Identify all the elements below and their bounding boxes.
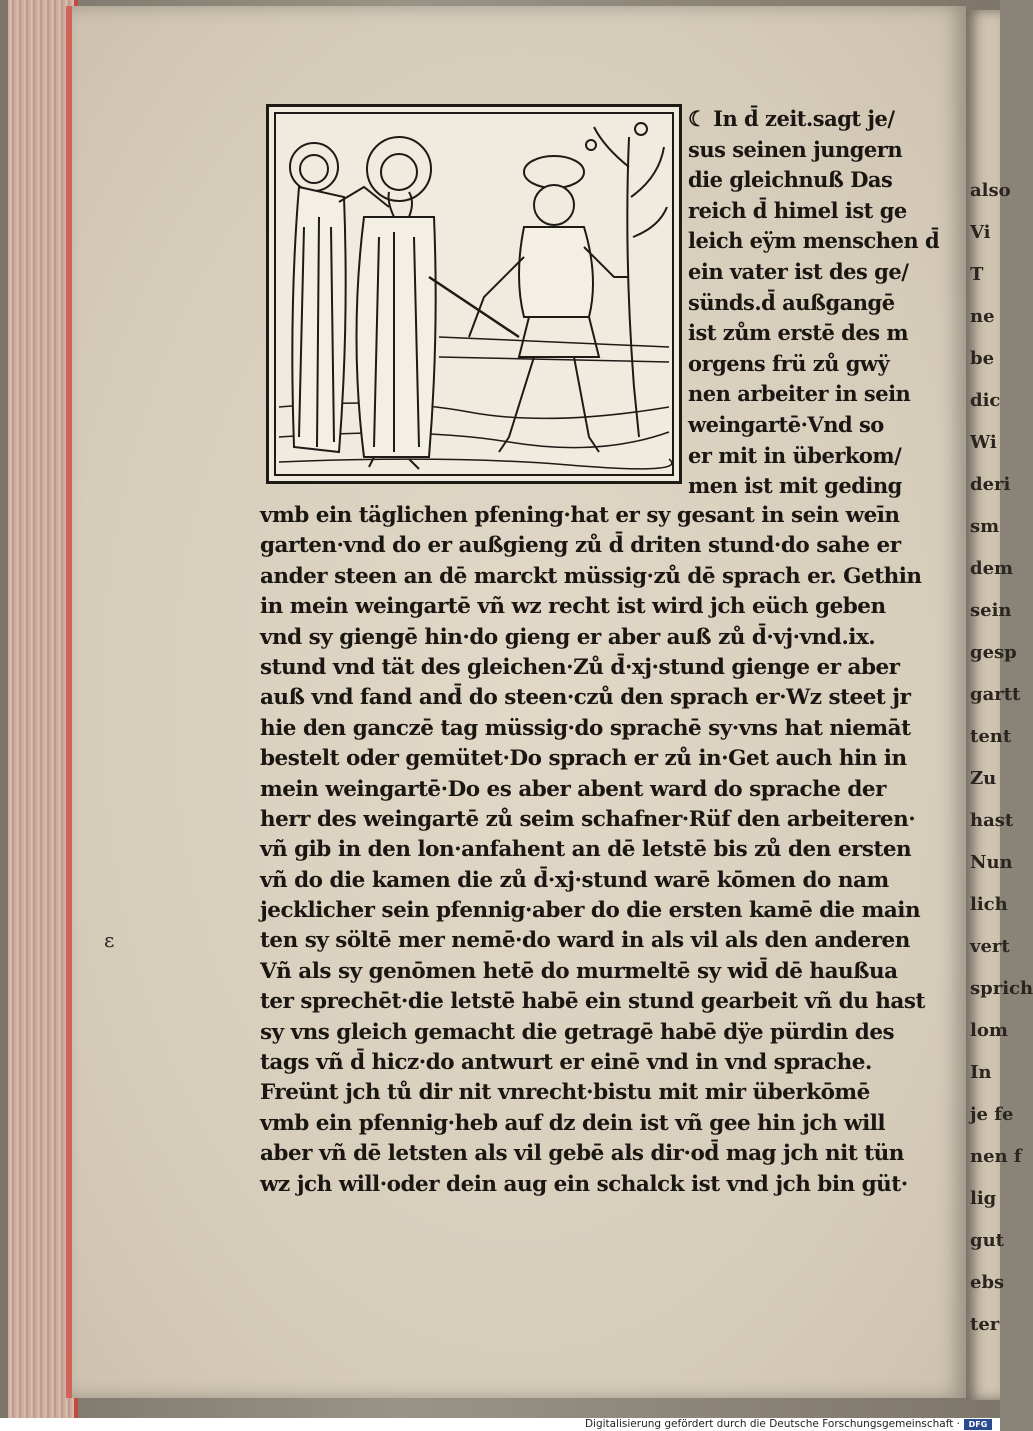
next-page-text-fragment: ter bbox=[970, 1314, 1000, 1335]
text-line: men ist mit geding bbox=[688, 473, 902, 499]
margin-ink-blot: ɛ bbox=[104, 928, 115, 952]
christ-figure bbox=[357, 137, 520, 469]
dfg-logo: DFG bbox=[964, 1419, 992, 1430]
footer-credit: Digitalisierung gefördert durch die Deutsche Forschungsgemeinschaft · bbox=[584, 1418, 960, 1430]
next-page-text-fragment: lig bbox=[970, 1188, 997, 1209]
text-line: Vñ als sy genōmen hetē do murmeltē sy wid̄ dē haußua bbox=[260, 958, 898, 984]
text-line: in mein weingartē vñ wz recht ist wird jch eüch geben bbox=[260, 594, 886, 620]
next-page-text-fragment: also bbox=[970, 180, 1011, 201]
next-page-text-fragment: Nun bbox=[970, 852, 1013, 873]
text-line: tags vñ d̄ hicz·do antwurt er einē vnd in vnd sprache. bbox=[260, 1050, 872, 1076]
text-line: ten sy söltē mer nemē·do ward in als vil als den anderen bbox=[260, 928, 910, 954]
text-line: stund vnd tät des gleichen·Zů d̄·xj·stund gienge er aber bbox=[260, 654, 900, 680]
text-line: leich eÿm menschen d̄ bbox=[688, 228, 940, 254]
next-page-text-fragment: je fe bbox=[970, 1104, 1014, 1125]
text-line: er mit in überkom/ bbox=[688, 442, 902, 468]
text-line: vmb ein täglichen pfening·hat er sy gesant in sein weīn bbox=[260, 503, 900, 528]
text-line: sünds.d̄ außgangē bbox=[688, 289, 895, 315]
text-line: ter sprechēt·die letstē habē ein stund gearbeit vñ du hast bbox=[260, 989, 925, 1015]
laborer-figure bbox=[469, 156, 629, 452]
text-line: reich d̄ himel ist ge bbox=[688, 197, 907, 223]
next-page-text-fragment: sein bbox=[970, 600, 1012, 621]
digitization-footer bbox=[0, 1418, 1000, 1431]
text-line: jecklicher sein pfennig·aber do die ersten kamē die main bbox=[260, 898, 921, 924]
vine-tree bbox=[586, 123, 667, 437]
next-page-text-fragment: sprich bbox=[970, 978, 1033, 999]
next-page-text-fragment: nen f bbox=[970, 1146, 1022, 1167]
next-page-text-fragment: gesp bbox=[970, 642, 1017, 663]
text-line: ist zům erstē des m bbox=[688, 320, 909, 346]
next-page-text-fragment: lich bbox=[970, 894, 1008, 915]
text-line: Freünt jch tů dir nit vnrecht·bistu mit mir überkōmē bbox=[260, 1080, 870, 1106]
next-page-text-fragment: gut bbox=[970, 1230, 1004, 1251]
next-page-text-fragment: Zu bbox=[970, 768, 997, 789]
next-page-edge bbox=[966, 10, 1033, 1400]
text-line: vnd sy giengē hin·do gieng er aber auß zů d̄·vj·vnd.ix. bbox=[260, 624, 876, 650]
next-page-text-fragment: Vi bbox=[970, 222, 991, 243]
text-line: die gleichnuß Das bbox=[688, 167, 893, 193]
next-page-text-fragment: hast bbox=[970, 810, 1014, 831]
next-page-text-fragment: ebs bbox=[970, 1272, 1005, 1293]
text-line: sus seinen jungern bbox=[688, 136, 903, 162]
text-line: ein vater ist des ge/ bbox=[688, 258, 909, 284]
next-page-text-fragment: Wi bbox=[970, 432, 997, 453]
next-page-text-fragment: dic bbox=[970, 390, 1001, 411]
next-page-text-fragment: be bbox=[970, 348, 995, 369]
text-line: herr des weingartē zů seim schafner·Rüf den arbeiteren· bbox=[260, 806, 916, 832]
text-line: orgens frü zů gwÿ bbox=[688, 350, 890, 376]
next-page-text-fragment: In bbox=[970, 1062, 992, 1083]
right-text-column bbox=[688, 104, 940, 502]
next-page-text-fragment: dem bbox=[970, 558, 1014, 579]
next-page-text-fragment: T bbox=[970, 264, 984, 285]
text-line: bestelt oder gemütet·Do sprach er zů in·Get auch hin in bbox=[260, 746, 907, 772]
text-line: hie den ganczē tag müssig·do sprachē sy·vns hat niemāt bbox=[260, 715, 911, 741]
next-page-text-fragment: lom bbox=[970, 1020, 1008, 1041]
text-line: sy vns gleich gemacht die getragē habē dÿe pürdin des bbox=[260, 1019, 895, 1045]
text-line: weingartē·Vnd so bbox=[688, 411, 884, 437]
next-page-text-fragment: gartt bbox=[970, 684, 1021, 705]
woodcut-drawing bbox=[269, 107, 679, 481]
text-line: vñ gib in den lon·anfahent an dē letstē bis zů den ersten bbox=[260, 837, 912, 863]
text-line: ☾ In d̄ zeit.sagt je/ bbox=[688, 106, 895, 131]
text-line: garten·vnd do er außgieng zů d̄ driten stund·do sahe er bbox=[260, 533, 901, 559]
text-line: aber vñ dē letsten als vil gebē als dir·od̄ mag jch nit tün bbox=[260, 1141, 904, 1167]
text-line: vmb ein pfennig·heb auf dz dein ist vñ gee hin jch will bbox=[260, 1110, 886, 1136]
text-line: nen arbeiter in sein bbox=[688, 381, 911, 407]
next-page-text-fragment: deri bbox=[970, 474, 1011, 495]
next-page-text-fragment: ne bbox=[970, 306, 995, 327]
next-page-text-fragment: vert bbox=[970, 936, 1010, 957]
text-line: vñ do die kamen die zů d̄·xj·stund warē kōmen do nam bbox=[260, 867, 889, 893]
next-page-text-fragment: tent bbox=[970, 726, 1012, 747]
main-text-block bbox=[260, 501, 925, 1200]
text-line: auß vnd fand and̄ do steen·czů den sprach er·Wz steet jr bbox=[260, 685, 911, 711]
next-page-text-fragment: sm bbox=[970, 516, 1000, 537]
text-line: wz jch will·oder dein aug ein schalck ist vnd jch bin güt· bbox=[260, 1171, 908, 1197]
text-line: mein weingartē·Do es aber abent ward do sprache der bbox=[260, 776, 886, 802]
text-line: ander steen an dē marckt müssig·zů dē sprach er. Gethin bbox=[260, 563, 922, 589]
woodcut-illustration bbox=[266, 104, 682, 484]
